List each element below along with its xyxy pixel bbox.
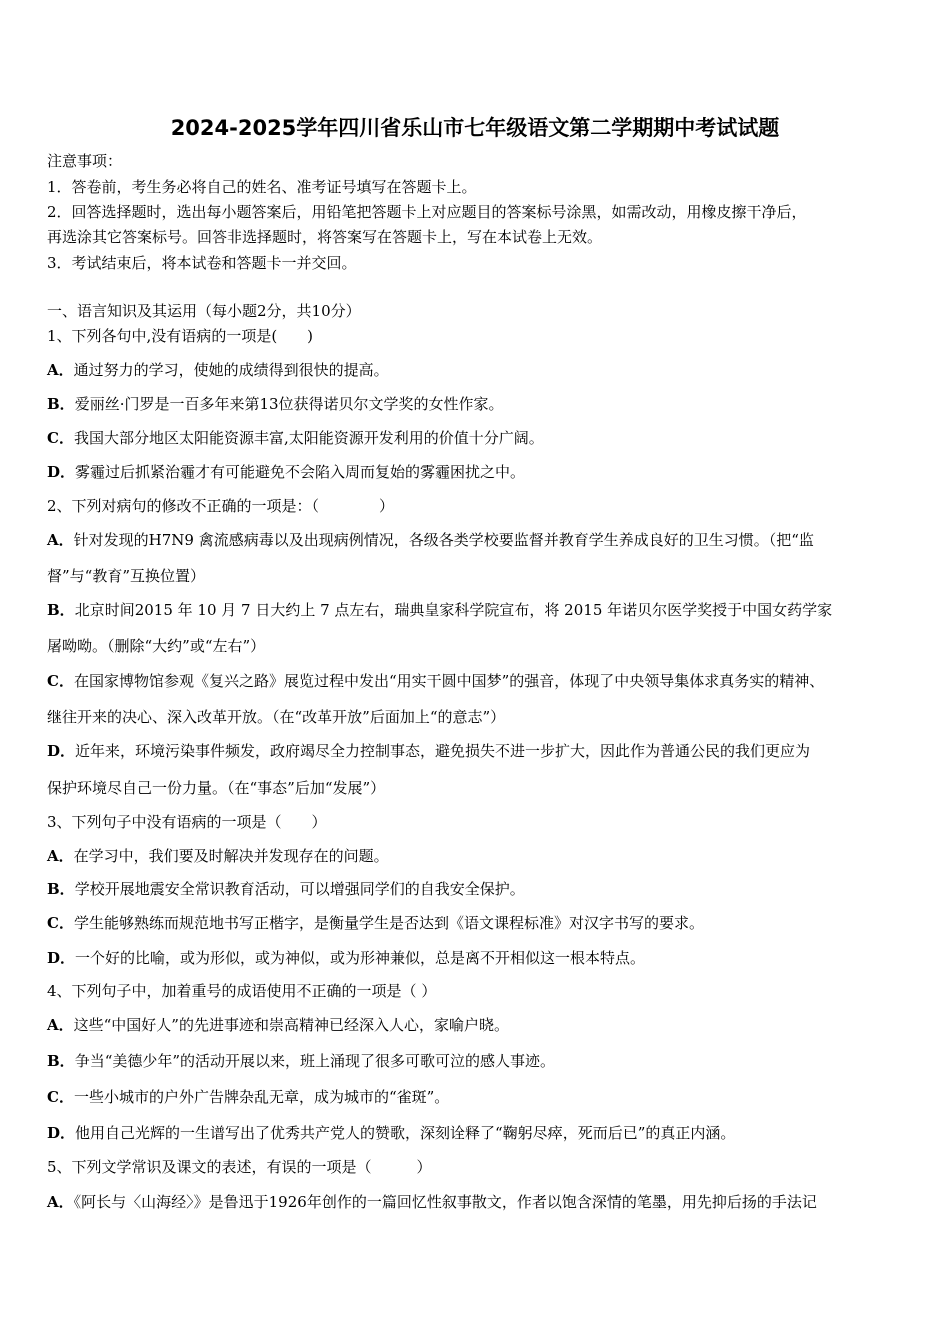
option-d bbox=[47, 742, 810, 760]
option-b bbox=[47, 1052, 555, 1070]
option-label: B． bbox=[47, 601, 75, 619]
option-c bbox=[47, 1088, 449, 1106]
notice-item: 2．回答选择题时，选出每小题答案后，用铅笔把答题卡上对应题目的答案标号涂黑，如需改动，用橡皮擦干净后， bbox=[47, 203, 807, 221]
option-text: 一个好的比喻，或为形似，或为神似，或为形神兼似，总是离不开相似这一根本特点。 bbox=[75, 949, 646, 967]
notice-heading: 注意事项： bbox=[47, 152, 123, 170]
option-label: C． bbox=[47, 672, 74, 690]
option-text: 这些“中国好人”的先进事迹和崇高精神已经深入人心，家喻户晓。 bbox=[73, 1016, 509, 1034]
option-label: A． bbox=[47, 1016, 74, 1034]
section-heading: 一、语言知识及其运用（每小题2分，共10分） bbox=[47, 302, 361, 320]
option-label: A． bbox=[47, 1193, 74, 1211]
option-continuation: 屠呦呦。（删除“大约”或“左右”） bbox=[47, 637, 266, 655]
notice-item: 再选涂其它答案标号。回答非选择题时，将答案写在答题卡上，写在本试卷上无效。 bbox=[47, 228, 603, 246]
option-label: C． bbox=[47, 1088, 74, 1106]
option-label: D． bbox=[47, 742, 76, 760]
option-label: D． bbox=[47, 463, 76, 481]
option-d bbox=[47, 1124, 735, 1142]
option-label: B． bbox=[47, 1052, 75, 1070]
option-label: C． bbox=[47, 914, 74, 932]
option-text: 在学习中，我们要及时解决并发现存在的问题。 bbox=[73, 847, 389, 865]
option-text: 《阿长与〈山海经〉》是鲁迅于1926年创作的一篇回忆性叙事散文，作者以饱含深情的笔墨，用先抑后扬的手法记 bbox=[73, 1193, 817, 1211]
option-label: A． bbox=[47, 531, 74, 549]
option-text: 一些小城市的户外广告牌杂乱无章，成为城市的“雀斑”。 bbox=[73, 1088, 450, 1106]
option-a bbox=[47, 1193, 817, 1211]
option-text: 学校开展地震安全常识教育活动，可以增强同学们的自我安全保护。 bbox=[74, 880, 525, 898]
question-stem: 1、下列各句中,没有语病的一项是( ) bbox=[47, 327, 314, 345]
option-label: D． bbox=[47, 949, 76, 967]
option-c bbox=[47, 429, 544, 447]
option-text: 他用自己光辉的一生谱写出了优秀共产党人的赞歌，深刻诠释了“鞠躬尽瘁，死而后已”的真正内涵。 bbox=[75, 1124, 736, 1142]
option-text: 近年来，环境污染事件频发，政府竭尽全力控制事态，避免损失不进一步扩大，因此作为普通公民的我们更应为 bbox=[75, 742, 811, 760]
option-a bbox=[47, 361, 389, 379]
option-c bbox=[47, 672, 824, 690]
notice-item: 1．答卷前，考生务必将自己的姓名、准考证号填写在答题卡上。 bbox=[47, 178, 477, 196]
option-text: 针对发现的H7N9 禽流感病毒以及出现病例情况，各级各类学校要监督并教育学生养成良好的卫生习惯。（把“监 bbox=[73, 531, 814, 549]
option-a bbox=[47, 531, 814, 549]
notice-item: 3．考试结束后，将本试卷和答题卡一并交回。 bbox=[47, 254, 357, 272]
option-continuation: 继往开来的决心、深入改革开放。（在“改革开放”后面加上“的意志”） bbox=[47, 708, 506, 726]
question-stem: 2、下列对病句的修改不正确的一项是：（ ） bbox=[47, 497, 395, 515]
option-continuation: 保护环境尽自己一份力量。（在“事态”后加“发展”） bbox=[47, 779, 386, 797]
option-text: 争当“美德少年”的活动开展以来，班上涌现了很多可歌可泣的感人事迹。 bbox=[74, 1052, 556, 1070]
page-title: 2024-2025学年四川省乐山市七年级语文第二学期期中考试试题 bbox=[170, 116, 780, 140]
option-label: B． bbox=[47, 880, 75, 898]
option-a bbox=[47, 847, 389, 865]
option-text: 通过努力的学习，使她的成绩得到很快的提高。 bbox=[73, 361, 389, 379]
option-a bbox=[47, 1016, 509, 1034]
option-d bbox=[47, 949, 645, 967]
option-label: B． bbox=[47, 395, 75, 413]
question-stem: 4、下列句子中，加着重号的成语使用不正确的一项是（ ） bbox=[47, 982, 437, 1000]
option-text: 爱丽丝·门罗是一百多年来第13位获得诺贝尔文学奖的女性作家。 bbox=[74, 395, 504, 413]
option-text: 北京时间2015 年 10 月 7 日大约上 7 点左右，瑞典皇家科学院宣布，将 2015 年诺贝尔医学奖授于中国女药学家 bbox=[74, 601, 833, 619]
option-text: 我国大部分地区太阳能资源丰富,太阳能资源开发利用的价值十分广阔。 bbox=[73, 429, 544, 447]
option-label: C． bbox=[47, 429, 74, 447]
option-label: D． bbox=[47, 1124, 76, 1142]
question-stem: 5、下列文学常识及课文的表述，有误的一项是（ ） bbox=[47, 1158, 432, 1176]
option-c bbox=[47, 914, 704, 932]
option-b bbox=[47, 395, 504, 413]
option-text: 学生能够熟练而规范地书写正楷字，是衡量学生是否达到《语文课程标准》对汉字书写的要求。 bbox=[73, 914, 704, 932]
option-text: 在国家博物馆参观《复兴之路》展览过程中发出“用实干圆中国梦”的强音，体现了中央领导集体求真务实的精神、 bbox=[73, 672, 825, 690]
option-b bbox=[47, 880, 525, 898]
option-label: A． bbox=[47, 847, 74, 865]
option-d bbox=[47, 463, 525, 481]
option-continuation: 督”与“教育”互换位置） bbox=[47, 567, 206, 585]
option-b bbox=[47, 601, 832, 619]
question-stem: 3、下列句子中没有语病的一项是（ ） bbox=[47, 813, 327, 831]
option-text: 雾霾过后抓紧治霾才有可能避免不会陷入周而复始的雾霾困扰之中。 bbox=[75, 463, 526, 481]
option-label: A． bbox=[47, 361, 74, 379]
